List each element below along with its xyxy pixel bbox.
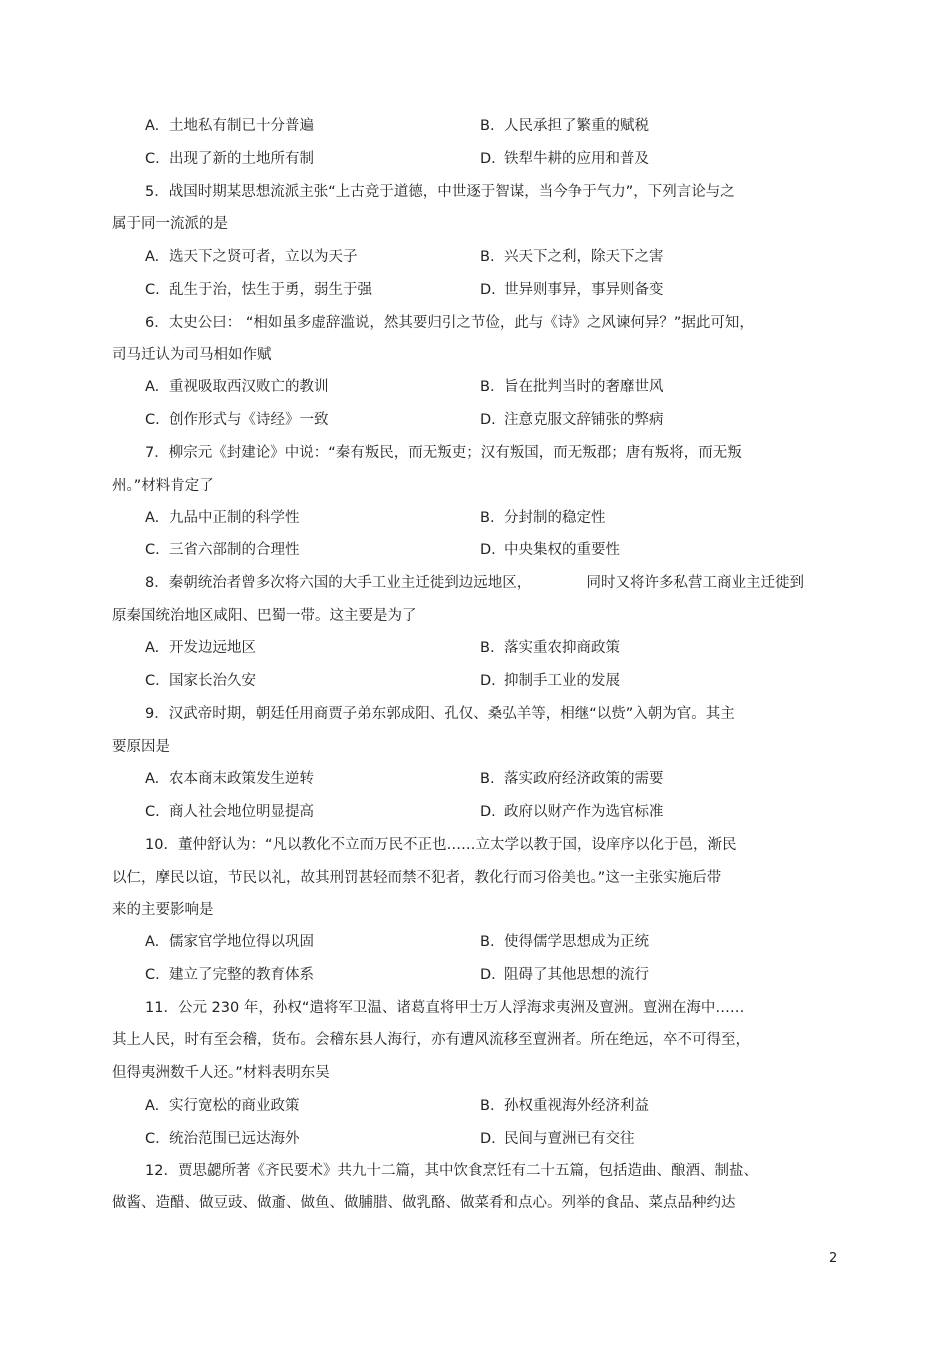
q6-option-a[interactable] <box>145 377 329 397</box>
option-text: 阻碍了其他思想的流行 <box>504 967 649 983</box>
option-letter: B． <box>480 379 505 395</box>
option-letter: C. <box>145 282 160 298</box>
option-text: 选天下之贤可者，立以为天子 <box>169 249 358 265</box>
option-text: 民间与亶洲已有交往 <box>504 1131 635 1147</box>
q11-stem-line-1: 11．公元 230 年，孙权“遣将军卫温、诸葛直将甲士万人浮海求夷洲及亶洲。亶洲在海中…… <box>145 1000 745 1016</box>
option-letter: A. <box>145 249 160 265</box>
q9-stem-line-1: 9．汉武帝时期，朝廷任用商贾子弟东郭成阳、孔仅、桑弘羊等，相继“以赀”入朝为官。其主 <box>145 706 735 722</box>
q7-option-b[interactable] <box>480 508 606 528</box>
q4-option-d[interactable] <box>480 149 649 169</box>
option-text: 注意克服文辞铺张的弊病 <box>504 412 664 428</box>
q7-option-c[interactable] <box>145 540 300 560</box>
option-letter: C. <box>145 151 160 167</box>
option-letter: A. <box>145 771 160 787</box>
option-letter: D. <box>480 542 496 558</box>
option-text: 兴天下之利，除天下之害 <box>504 249 664 265</box>
option-text: 三省六部制的合理性 <box>169 542 300 558</box>
option-letter: A. <box>145 510 160 526</box>
option-text: 儒家官学地位得以巩固 <box>169 934 314 950</box>
option-letter: B. <box>480 771 495 787</box>
option-letter: B. <box>480 118 495 134</box>
option-text: 使得儒学思想成为正统 <box>504 934 649 950</box>
q10-stem-line-2: 以仁，摩民以谊，节民以礼，故其刑罚甚轻而禁不犯者，教化行而习俗美也。”这一主张实施后带 <box>112 870 722 886</box>
q6-option-b[interactable] <box>480 377 664 397</box>
q11-option-a[interactable] <box>145 1096 300 1116</box>
q11-stem-line-2: 其上人民，时有至会稽，货布。会稽东县人海行，亦有遭风流移至亶洲者。所在绝远，卒不可得至， <box>112 1032 750 1048</box>
option-text: 政府以财产作为选官标准 <box>504 804 664 820</box>
option-letter: D. <box>480 151 496 167</box>
q8-option-a[interactable] <box>145 638 256 658</box>
option-text: 土地私有制已十分普遍 <box>169 118 314 134</box>
q10-stem-line-3: 来的主要影响是 <box>112 902 214 918</box>
option-letter: A. <box>145 934 160 950</box>
q5-option-b[interactable] <box>480 247 664 267</box>
option-text: 九品中正制的科学性 <box>169 510 300 526</box>
q11-stem-line-3: 但得夷洲数千人还。”材料表明东吴 <box>112 1065 330 1081</box>
option-letter: B. <box>480 934 495 950</box>
q12-stem-line-2: 做酱、造醋、做豆豉、做齑、做鱼、做脯腊、做乳酪、做菜肴和点心。列举的食品、菜点品种约达 <box>112 1195 736 1211</box>
q8-option-b[interactable] <box>480 638 620 658</box>
q11-option-c[interactable] <box>145 1129 300 1149</box>
option-text: 统治范围已远达海外 <box>169 1131 300 1147</box>
q5-stem-line-2: 属于同一流派的是 <box>112 216 228 232</box>
q11-option-d[interactable] <box>480 1129 635 1149</box>
option-letter: B. <box>480 1098 495 1114</box>
q8-stem-line-1: 8．秦朝统治者曾多次将六国的大手工业主迁徙到边远地区， 同时又将许多私营工商业主迁徙到 <box>145 575 805 591</box>
q5-option-d[interactable] <box>480 280 664 300</box>
option-letter: A. <box>145 118 160 134</box>
q9-stem-line-2: 要原因是 <box>112 739 170 755</box>
option-text: 抑制手工业的发展 <box>504 673 620 689</box>
q7-option-a[interactable] <box>145 508 300 528</box>
option-letter: A. <box>145 640 160 656</box>
q6-option-c[interactable] <box>145 410 329 430</box>
option-text: 建立了完整的教育体系 <box>169 967 314 983</box>
option-letter: D. <box>480 282 496 298</box>
option-letter: D. <box>480 967 496 983</box>
option-text: 人民承担了繁重的赋税 <box>504 118 649 134</box>
option-text: 铁犁牛耕的应用和普及 <box>504 151 649 167</box>
q6-stem-line-2: 司马迁认为司马相如作赋 <box>112 347 272 363</box>
option-letter: D. <box>480 1131 496 1147</box>
option-letter: C. <box>145 542 160 558</box>
q10-option-b[interactable] <box>480 932 649 952</box>
page-number: 2 <box>829 1251 838 1266</box>
q5-option-a[interactable] <box>145 247 358 267</box>
option-letter: A. <box>145 1098 160 1114</box>
option-letter: D. <box>480 673 496 689</box>
q9-option-a[interactable] <box>145 769 314 789</box>
option-letter: B. <box>480 249 495 265</box>
option-letter: A. <box>145 379 160 395</box>
q8-stem-line-2: 原秦国统治地区咸阳、巴蜀一带。这主要是为了 <box>112 608 417 624</box>
option-letter: C. <box>145 1131 160 1147</box>
q11-option-b[interactable] <box>480 1096 649 1116</box>
q10-option-a[interactable] <box>145 932 314 952</box>
q7-option-d[interactable] <box>480 540 620 560</box>
q7-stem-line-2: 州。”材料肯定了 <box>112 478 214 494</box>
q6-stem-line-1: 6．太史公曰： “相如虽多虚辞滥说，然其要归引之节俭，此与《诗》之风谏何异？”据此可知， <box>145 315 754 331</box>
q8-option-c[interactable] <box>145 671 256 691</box>
option-text: 分封制的稳定性 <box>504 510 606 526</box>
option-letter: D. <box>480 412 496 428</box>
option-letter: B. <box>480 640 495 656</box>
q9-option-d[interactable] <box>480 802 664 822</box>
q10-option-d[interactable] <box>480 965 649 985</box>
q4-option-a[interactable] <box>145 116 314 136</box>
option-text: 重视吸取西汉败亡的教训 <box>169 379 329 395</box>
option-text: 乱生于治，怯生于勇，弱生于强 <box>169 282 372 298</box>
option-text: 孙权重视海外经济利益 <box>504 1098 649 1114</box>
q7-stem-line-1: 7．柳宗元《封建论》中说：“秦有叛民，而无叛吏；汉有叛国，而无叛郡；唐有叛将，而无叛 <box>145 445 742 461</box>
q10-option-c[interactable] <box>145 965 314 985</box>
q5-option-c[interactable] <box>145 280 372 300</box>
option-letter: B. <box>480 510 495 526</box>
option-text: 旨在批判当时的奢靡世风 <box>504 379 664 395</box>
q4-option-c[interactable] <box>145 149 314 169</box>
option-text: 国家长治久安 <box>169 673 256 689</box>
option-text: 落实政府经济政策的需要 <box>504 771 664 787</box>
q4-option-b[interactable] <box>480 116 649 136</box>
option-text: 世异则事异，事异则备变 <box>504 282 664 298</box>
option-text: 出现了新的土地所有制 <box>169 151 314 167</box>
q6-option-d[interactable] <box>480 410 664 430</box>
q10-stem-line-1: 10．董仲舒认为：“凡以教化不立而万民不正也……立太学以教于国，设庠序以化于邑，渐民 <box>145 837 737 853</box>
q9-option-c[interactable] <box>145 802 314 822</box>
option-letter: C. <box>145 673 160 689</box>
option-text: 实行宽松的商业政策 <box>169 1098 300 1114</box>
option-text: 农本商末政策发生逆转 <box>169 771 314 787</box>
q8-option-d[interactable] <box>480 671 620 691</box>
q12-stem-line-1: 12．贾思勰所著《齐民要术》共九十二篇，其中饮食烹饪有二十五篇，包括造曲、酿酒、制盐、 <box>145 1163 758 1179</box>
option-text: 中央集权的重要性 <box>504 542 620 558</box>
option-text: 开发边远地区 <box>169 640 256 656</box>
option-text: 创作形式与《诗经》一致 <box>169 412 329 428</box>
option-letter: D. <box>480 804 496 820</box>
q5-stem-line-1: 5．战国时期某思想流派主张“上古竞于道德，中世逐于智谋，当今争于气力”，下列言论与之 <box>145 184 735 200</box>
q9-option-b[interactable] <box>480 769 664 789</box>
option-text: 落实重农抑商政策 <box>504 640 620 656</box>
option-text: 商人社会地位明显提高 <box>169 804 314 820</box>
option-letter: C. <box>145 412 160 428</box>
option-letter: C. <box>145 967 160 983</box>
option-letter: C. <box>145 804 160 820</box>
